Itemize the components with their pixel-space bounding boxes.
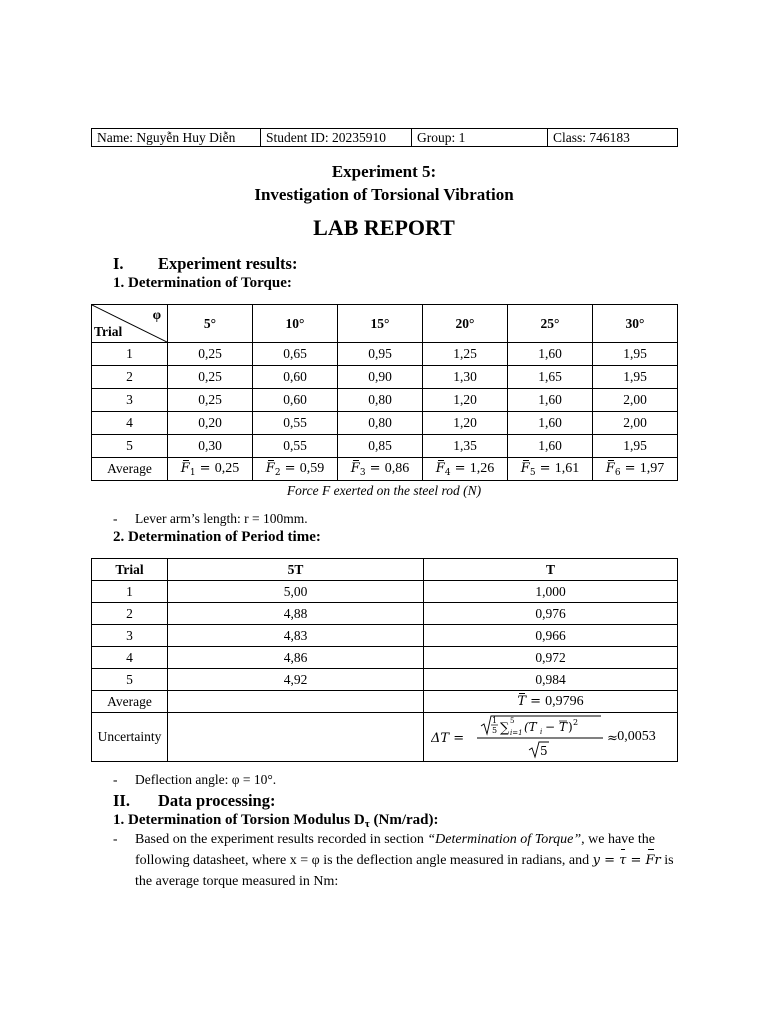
torque-table: [91, 304, 678, 481]
force-cell: 0,60: [253, 389, 338, 412]
average-label: Average: [92, 458, 168, 481]
f-subscript: 1: [189, 468, 196, 478]
force-cell: 1,20: [423, 412, 508, 435]
average-force-value: 1,61: [554, 461, 580, 476]
average-period-cell: T = 0,9796: [424, 691, 678, 713]
trial-cell: 2: [92, 366, 168, 389]
trial-cell: 3: [92, 625, 168, 647]
bullet: -: [113, 772, 118, 787]
average-force-value: 0,25: [214, 461, 240, 476]
f-bar-symbol: F: [180, 461, 190, 476]
svg-text:≈: ≈: [607, 731, 619, 746]
svg-text:−: −: [545, 720, 556, 734]
force-cell: 1,60: [508, 343, 593, 366]
average-row: [92, 691, 678, 713]
angle-header: 10°: [253, 305, 338, 343]
trial-cell: 3: [92, 389, 168, 412]
lever-arm-note: Lever arm’s length: r = 100mm.: [135, 511, 308, 526]
table-row: [92, 603, 678, 625]
angle-header: 15°: [338, 305, 423, 343]
force-cell: 0,80: [338, 389, 423, 412]
subsection-text: 1. Determination of Torsion Modulus D: [113, 812, 365, 828]
f-bar-symbol: F: [435, 461, 445, 476]
subsection-units: (Nm/rad):: [369, 812, 439, 828]
f-subscript: 3: [359, 468, 366, 478]
section-reference: “Determination of Torque”: [427, 832, 582, 847]
svg-text:1: 1: [492, 716, 498, 725]
svg-text:∑: ∑: [500, 721, 510, 736]
force-cell: 0,65: [253, 343, 338, 366]
paragraph-text: , we have the following datasheet, where x = φ is the deflection angle measured in radians, and: [135, 832, 655, 868]
average-period-value: 0,9796: [545, 694, 584, 709]
force-cell: 0,55: [253, 435, 338, 458]
deflection-angle-note: Deflection angle: φ = 10°.: [135, 772, 277, 787]
experiment-number: Experiment 5:: [331, 162, 437, 181]
report-title: LAB REPORT: [313, 215, 455, 240]
empty-cell: [168, 691, 424, 713]
f-subscript: 6: [614, 468, 621, 478]
force-cell: 0,25: [168, 343, 253, 366]
angle-header: 20°: [423, 305, 508, 343]
average-force-cell: $F_4 = 1,26$: [423, 458, 508, 481]
trial-cell: 1: [92, 343, 168, 366]
trial-cell: 1: [92, 581, 168, 603]
empty-cell: [168, 713, 424, 762]
trial-header: Trial: [92, 559, 168, 581]
student-name: Name: Nguyễn Huy Diễn: [92, 129, 261, 147]
five-t-cell: 5,00: [168, 581, 424, 603]
force-cell: 1,95: [593, 435, 678, 458]
phi-header: φ: [152, 307, 161, 322]
subsection-torque-title: 1. Determination of Torque:: [113, 275, 292, 291]
average-force-cell: $F_1 = 0,25$: [168, 458, 253, 481]
table-row: [92, 435, 678, 458]
student-info-table: [91, 128, 678, 147]
svg-text:ΔT =: ΔT =: [431, 731, 465, 746]
t-cell: 1,000: [424, 581, 678, 603]
average-force-cell: $F_6 = 1,97$: [593, 458, 678, 481]
table-row: [92, 343, 678, 366]
force-cell: 1,65: [508, 366, 593, 389]
five-t-cell: 4,83: [168, 625, 424, 647]
trial-header: Trial: [94, 324, 123, 339]
uncertainty-value: 0,0053: [617, 729, 656, 745]
force-cell: 1,25: [423, 343, 508, 366]
f-bar-symbol: F: [605, 461, 615, 476]
force-cell: 0,60: [253, 366, 338, 389]
angle-header: 25°: [508, 305, 593, 343]
force-cell: 1,60: [508, 389, 593, 412]
t-cell: 0,972: [424, 647, 678, 669]
student-id: Student ID: 20235910: [261, 129, 412, 147]
force-cell: 1,60: [508, 412, 593, 435]
average-force-value: 1,97: [639, 461, 665, 476]
section-1-number: I.: [113, 254, 124, 273]
average-force-value: 0,86: [384, 461, 410, 476]
trial-cell: 5: [92, 435, 168, 458]
subsection-torsion-modulus-title: [113, 812, 439, 830]
f-subscript: 2: [274, 468, 281, 478]
bullet: -: [113, 511, 118, 526]
data-processing-paragraph: [135, 829, 680, 892]
table-row: [92, 647, 678, 669]
force-cell: 0,25: [168, 389, 253, 412]
force-cell: 1,95: [593, 366, 678, 389]
subsection-subscript: τ: [364, 818, 370, 830]
svg-text:5: 5: [510, 717, 515, 725]
average-force-value: 1,26: [469, 461, 495, 476]
force-cell: 1,20: [423, 389, 508, 412]
section-2-number: II.: [113, 791, 130, 810]
angle-header: 30°: [593, 305, 678, 343]
svg-text:T: T: [559, 720, 568, 734]
trial-cell: 5: [92, 669, 168, 691]
uncertainty-formula: [431, 714, 631, 760]
table-row: [92, 366, 678, 389]
uncertainty-row: [92, 713, 678, 762]
uncertainty-label: Uncertainty: [92, 713, 168, 762]
period-table: [91, 558, 678, 762]
student-group: Group: 1: [412, 129, 548, 147]
f-bar-symbol: F: [350, 461, 360, 476]
bullet: -: [113, 831, 118, 846]
f-bar-symbol: F: [265, 461, 275, 476]
f-subscript: 5: [529, 468, 536, 478]
uncertainty-formula-cell: [424, 713, 678, 762]
force-cell: 0,80: [338, 412, 423, 435]
svg-text:i=1: i=1: [510, 729, 523, 737]
table-row: [92, 412, 678, 435]
paragraph-text: is the average torque measured in Nm:: [135, 853, 674, 889]
force-cell: 0,95: [338, 343, 423, 366]
f-subscript: 4: [444, 468, 451, 478]
torque-formula: y = τ = Fr: [593, 853, 661, 868]
svg-text:5: 5: [492, 726, 498, 735]
force-cell: 0,30: [168, 435, 253, 458]
average-force-cell: $F_5 = 1,61$: [508, 458, 593, 481]
average-force-cell: $F_2 = 0,59$: [253, 458, 338, 481]
student-class: Class: 746183: [548, 129, 678, 147]
trial-cell: 4: [92, 412, 168, 435]
five-t-cell: 4,88: [168, 603, 424, 625]
angle-header: 5°: [168, 305, 253, 343]
section-2-title: Data processing:: [158, 791, 276, 810]
average-row: [92, 458, 678, 481]
force-cell: 1,60: [508, 435, 593, 458]
average-force-cell: $F_3 = 0,86$: [338, 458, 423, 481]
f-bar-symbol: F: [520, 461, 530, 476]
five-t-header: 5T: [168, 559, 424, 581]
force-cell: 1,30: [423, 366, 508, 389]
svg-text:2: 2: [573, 718, 579, 727]
force-cell: 0,85: [338, 435, 423, 458]
svg-text:): ): [568, 720, 573, 734]
t-cell: 0,976: [424, 603, 678, 625]
t-cell: 0,984: [424, 669, 678, 691]
average-force-value: 0,59: [299, 461, 325, 476]
table-row: [92, 581, 678, 603]
t-header: T: [424, 559, 678, 581]
five-t-cell: 4,86: [168, 647, 424, 669]
force-cell: 0,55: [253, 412, 338, 435]
svg-text:5: 5: [540, 744, 548, 758]
experiment-topic: Investigation of Torsional Vibration: [254, 185, 514, 204]
subsection-period-title: 2. Determination of Period time:: [113, 529, 321, 545]
force-cell: 0,20: [168, 412, 253, 435]
force-cell: 1,95: [593, 343, 678, 366]
five-t-cell: 4,92: [168, 669, 424, 691]
force-cell: 2,00: [593, 389, 678, 412]
force-cell: 1,35: [423, 435, 508, 458]
trial-cell: 4: [92, 647, 168, 669]
svg-text:(T: (T: [524, 720, 537, 734]
table-row: [92, 389, 678, 412]
table-row: [92, 625, 678, 647]
t-cell: 0,966: [424, 625, 678, 647]
average-label: Average: [92, 691, 168, 713]
force-cell: 0,90: [338, 366, 423, 389]
torque-table-corner: [92, 305, 168, 343]
force-cell: 0,25: [168, 366, 253, 389]
section-1-title: Experiment results:: [158, 254, 298, 273]
force-cell: 2,00: [593, 412, 678, 435]
torque-table-caption: Force F exerted on the steel rod (N): [286, 483, 482, 498]
svg-text:i: i: [540, 728, 543, 736]
trial-cell: 2: [92, 603, 168, 625]
paragraph-text: Based on the experiment results recorded in section: [135, 832, 428, 847]
table-row: [92, 669, 678, 691]
